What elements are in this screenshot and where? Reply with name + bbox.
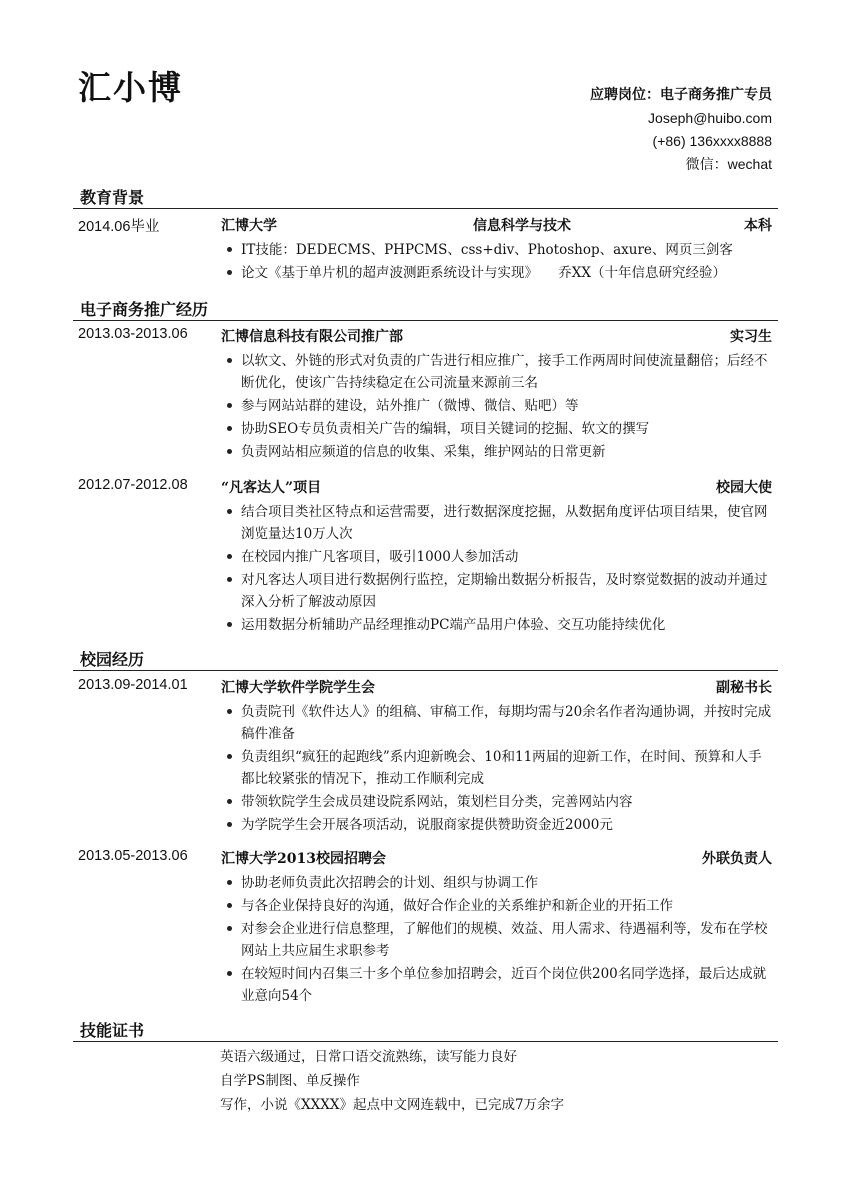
section-divider xyxy=(73,670,778,671)
section-title-ecommerce: 电子商务推广经历 xyxy=(80,300,209,319)
email: Joseph@huibo.com xyxy=(648,110,772,126)
resume-name: 汇小博 xyxy=(78,68,183,107)
section-divider xyxy=(73,1041,778,1042)
list-item: 与各企业保持良好的沟通，做好合作企业的关系维护和新企业的开拓工作 xyxy=(241,895,772,917)
contact-block xyxy=(590,84,772,176)
entry-school: 汇博大学 xyxy=(221,218,277,234)
section-title-campus: 校园经历 xyxy=(80,650,145,669)
entry-role: 校园大使 xyxy=(716,480,772,496)
list-item: 参与网站站群的建设，站外推广（微博、微信、贴吧）等 xyxy=(241,395,772,417)
entry-major: 信息科学与技术 xyxy=(473,218,571,234)
list-item: 论文《基于单片机的超声波测距系统设计与实现》 乔XX（十年信息研究经验） xyxy=(241,262,772,284)
entry-organization: 汇博大学软件学院学生会 xyxy=(221,680,375,696)
list-item: 带领软院学生会成员建设院系网站，策划栏目分类，完善网站内容 xyxy=(241,791,772,813)
phone: (+86) 136xxxx8888 xyxy=(652,133,772,149)
entry-date: 2014.06毕业 xyxy=(78,219,160,235)
section-title-skills: 技能证书 xyxy=(80,1021,145,1040)
section-divider xyxy=(73,320,778,321)
entry-organization: 汇博大学2013校园招聘会 xyxy=(221,851,386,867)
entry-organization: 汇博信息科技有限公司推广部 xyxy=(221,329,403,345)
entry-role: 副秘书长 xyxy=(716,680,772,696)
education-entry xyxy=(78,215,772,285)
campus-entry xyxy=(78,848,772,1008)
list-item: 负责院刊《软件达人》的组稿、审稿工作，每期均需与20余名作者沟通协调，并按时完成稿件准备 xyxy=(241,701,772,745)
applied-position: 应聘岗位：电子商务推广专员 xyxy=(590,87,772,103)
list-item: 协助SEO专员负责相关广告的编辑，项目关键词的挖掘、软文的撰写 xyxy=(241,418,772,440)
entry-date: 2013.03-2013.06 xyxy=(78,326,188,342)
experience-entry xyxy=(78,326,772,464)
entry-organization: “凡客达人”项目 xyxy=(221,480,322,496)
list-item: 对凡客达人项目进行数据例行监控，定期输出数据分析报告，及时察觉数据的波动并通过深入分析了解波动原因 xyxy=(241,569,772,613)
entry-role: 实习生 xyxy=(730,329,772,345)
skill-item: 英语六级通过，日常口语交流熟练，读写能力良好 xyxy=(220,1049,517,1065)
list-item: 以软文、外链的形式对负责的广告进行相应推广，接手工作两周时间使流量翻倍；后经不断优化，使该广告持续稳定在公司流量来源前三名 xyxy=(241,350,772,394)
list-item: 为学院学生会开展各项活动，说服商家提供赞助资金近2000元 xyxy=(241,814,772,836)
skill-item: 自学PS制图、单反操作 xyxy=(220,1073,360,1089)
list-item: 对参会企业进行信息整理，了解他们的规模、效益、用人需求、待遇福利等，发布在学校网站上共应届生求职参考 xyxy=(241,918,772,962)
list-item: 结合项目类社区特点和运营需要，进行数据深度挖掘，从数据角度评估项目结果，使官网浏览量达10万人次 xyxy=(241,501,772,545)
section-title-education: 教育背景 xyxy=(80,188,145,207)
experience-entry xyxy=(78,477,772,637)
wechat: 微信：wechat xyxy=(685,156,772,172)
campus-entry xyxy=(78,677,772,837)
list-item: 协助老师负责此次招聘会的计划、组织与协调工作 xyxy=(241,872,772,894)
entry-role: 外联负责人 xyxy=(702,851,772,867)
list-item: 在校园内推广凡客项目，吸引1000人参加活动 xyxy=(241,546,772,568)
list-item: IT技能：DEDECMS、PHPCMS、css+div、Photoshop、axure、网页三剑客 xyxy=(241,239,772,261)
entry-degree: 本科 xyxy=(744,218,772,234)
list-item: 运用数据分析辅助产品经理推动PC端产品用户体验、交互功能持续优化 xyxy=(241,614,772,636)
list-item: 负责组织“疯狂的起跑线”系内迎新晚会、10和11两届的迎新工作，在时间、预算和人手都比较紧张的情况下，推动工作顺利完成 xyxy=(241,746,772,790)
list-item: 在较短时间内召集三十多个单位参加招聘会，近百个岗位供200名同学选择，最后达成就业意向54个 xyxy=(241,963,772,1007)
skills-list xyxy=(220,1045,564,1117)
entry-date: 2013.05-2013.06 xyxy=(78,848,188,864)
entry-date: 2012.07-2012.08 xyxy=(78,477,188,493)
skill-item: 写作，小说《XXXX》起点中文网连载中，已完成7万余字 xyxy=(220,1097,565,1113)
entry-date: 2013.09-2014.01 xyxy=(78,677,188,693)
section-divider xyxy=(73,208,778,209)
list-item: 负责网站相应频道的信息的收集、采集，维护网站的日常更新 xyxy=(241,441,772,463)
